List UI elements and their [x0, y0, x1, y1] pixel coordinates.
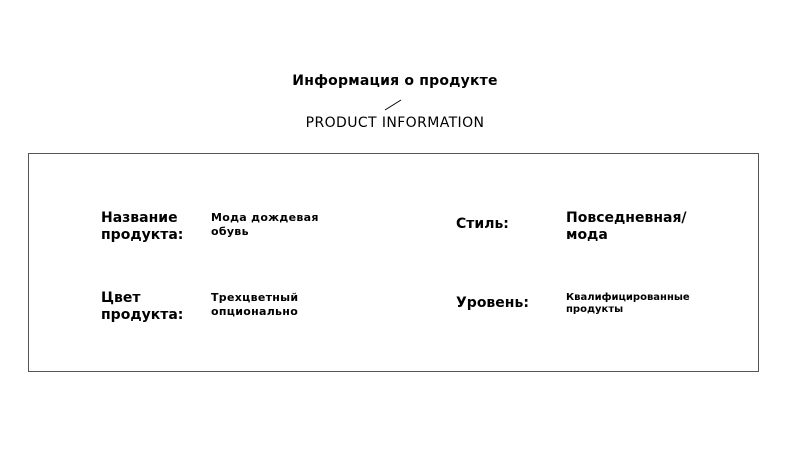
level-label: Уровень: [456, 295, 529, 311]
page-title: Информация о продукте [292, 73, 498, 89]
product-name-value: Мода дождевая обувь [211, 211, 319, 238]
style-value: Повседневная/ мода [566, 210, 687, 243]
slash-decoration-icon [384, 99, 402, 111]
product-info-box [28, 153, 759, 372]
page-subtitle: PRODUCT INFORMATION [305, 115, 485, 131]
level-value: Квалифицированные продукты [566, 292, 690, 315]
product-color-label: Цвет продукта: [101, 290, 184, 323]
product-name-label: Название продукта: [101, 210, 184, 243]
style-label: Стиль: [456, 216, 509, 232]
product-color-value: Трехцветный опционально [211, 291, 299, 318]
